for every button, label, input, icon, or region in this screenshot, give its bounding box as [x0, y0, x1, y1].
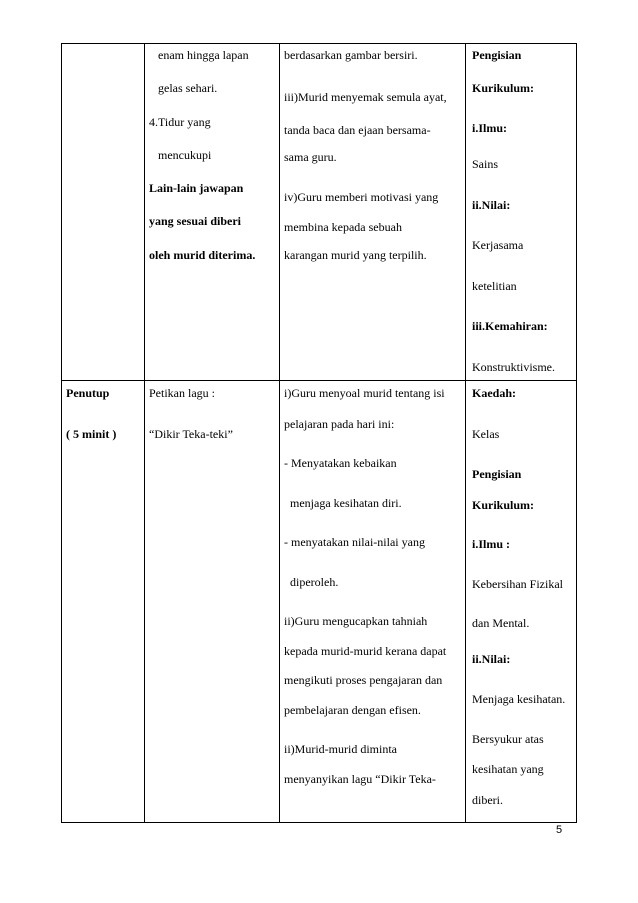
list-item: iii.Kemahiran: [472, 319, 548, 333]
list-item: ii)Guru mengucapkan tahniah [284, 614, 428, 628]
list-item: i.Ilmu : [472, 537, 511, 551]
content-cell [145, 381, 280, 823]
table-row [62, 44, 577, 381]
list-item: - Menyatakan kebaikan [284, 456, 397, 470]
list-item: Pengisian [472, 467, 522, 481]
list-item: Konstruktivisme. [472, 360, 555, 374]
list-item: pelajaran pada hari ini: [284, 417, 395, 431]
notes-cell [466, 44, 577, 381]
list-item: Sains [472, 157, 499, 171]
activity-cell [280, 44, 466, 381]
stage-duration: ( 5 minit ) [66, 427, 117, 441]
list-item: karangan murid yang terpilih. [284, 248, 427, 262]
stage-cell [62, 44, 145, 381]
lesson-plan-table [61, 43, 577, 823]
page-number: 5 [556, 824, 563, 836]
list-item: ii.Nilai: [472, 652, 511, 666]
list-item: Kelas [472, 427, 500, 441]
list-item: Lain-lain jawapan [149, 181, 244, 195]
list-item: ii.Nilai: [472, 198, 511, 212]
list-item: membina kepada sebuah [284, 220, 402, 234]
list-item: Menjaga kesihatan. [472, 692, 566, 706]
list-item: yang sesuai diberi [149, 214, 242, 228]
list-item: kepada murid-murid kerana dapat [284, 644, 447, 658]
list-item: Bersyukur atas [472, 732, 544, 746]
list-item: ketelitian [472, 279, 517, 293]
content-cell [145, 44, 280, 381]
list-item: diperoleh. [290, 575, 339, 589]
list-item: Kurikulum: [472, 498, 535, 512]
list-item: 4.Tidur yang [149, 115, 211, 129]
list-item: sama guru. [284, 150, 337, 164]
activity-cell [280, 381, 466, 823]
list-item: i.Ilmu: [472, 121, 508, 135]
list-item: oleh murid diterima. [149, 248, 256, 262]
list-item: pembelajaran dengan efisen. [284, 703, 421, 717]
list-item: iv)Guru memberi motivasi yang [284, 190, 439, 204]
list-item: i)Guru menyoal murid tentang isi [284, 386, 445, 400]
table-row [62, 381, 577, 823]
list-item: mengikuti proses pengajaran dan [284, 673, 443, 687]
list-item: “Dikir Teka-teki” [149, 427, 233, 441]
notes-cell [466, 381, 577, 823]
list-item: dan Mental. [472, 616, 530, 630]
list-item: Kaedah: [472, 386, 517, 400]
list-item: - menyatakan nilai-nilai yang [284, 535, 425, 549]
list-item: gelas sehari. [158, 81, 218, 95]
list-item: berdasarkan gambar bersiri. [284, 48, 418, 62]
list-item: Petikan lagu : [149, 386, 215, 400]
list-item: Pengisian [472, 48, 522, 62]
list-item: Kebersihan Fizikal [472, 577, 563, 591]
list-item: enam hingga lapan [158, 48, 249, 62]
list-item: ii)Murid-murid diminta [284, 742, 397, 756]
list-item: tanda baca dan ejaan bersama- [284, 123, 431, 137]
list-item: Kurikulum: [472, 81, 535, 95]
list-item: menjaga kesihatan diri. [290, 496, 402, 510]
list-item: mencukupi [158, 148, 212, 162]
list-item: menyanyikan lagu “Dikir Teka- [284, 772, 436, 786]
list-item: kesihatan yang [472, 762, 544, 776]
list-item: Kerjasama [472, 238, 524, 252]
list-item: iii)Murid menyemak semula ayat, [284, 90, 447, 104]
list-item: diberi. [472, 793, 503, 807]
stage-title: Penutup [66, 386, 110, 400]
stage-cell [62, 381, 145, 823]
